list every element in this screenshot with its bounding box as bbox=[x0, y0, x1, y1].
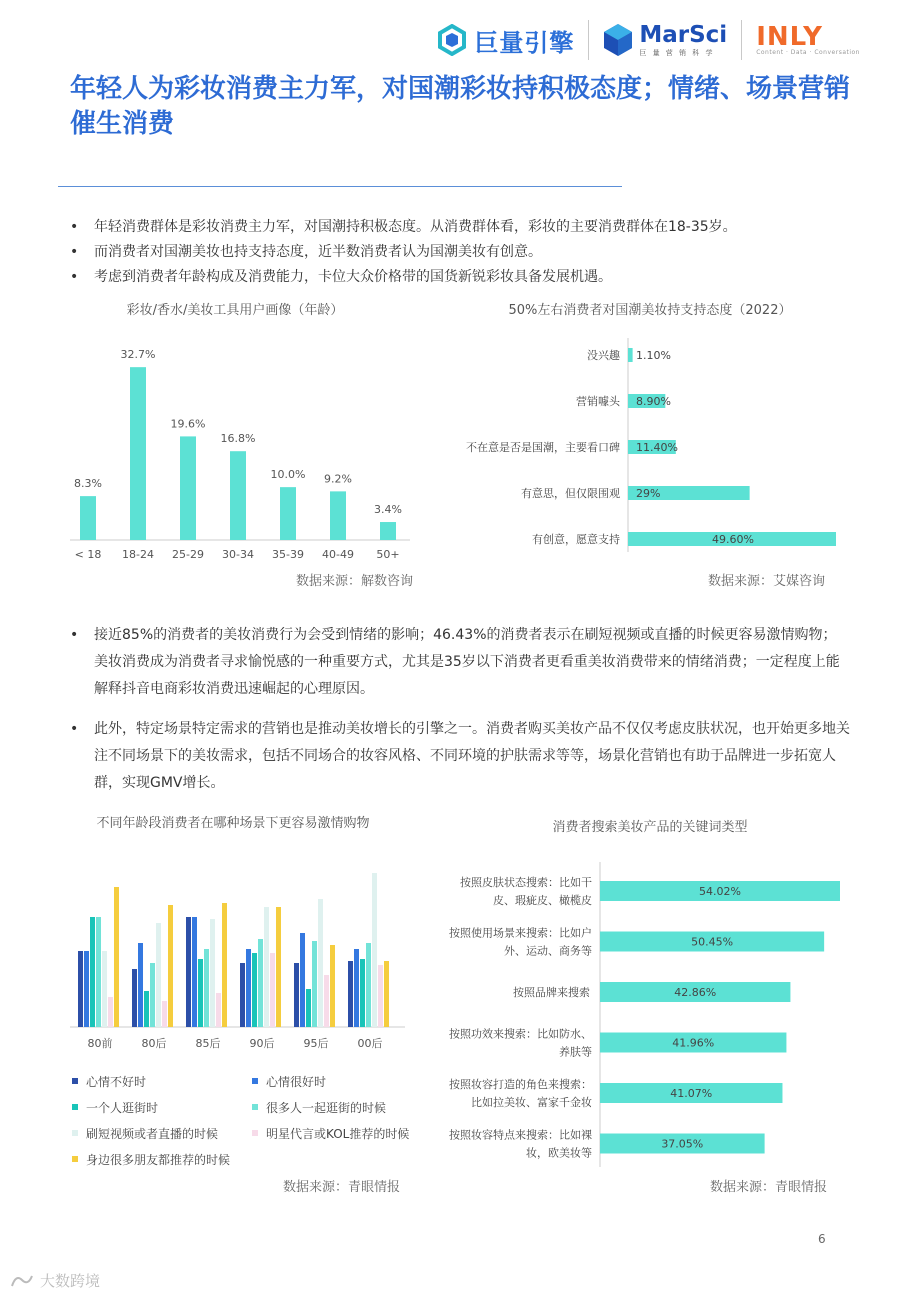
data-label: 41.96% bbox=[672, 1036, 715, 1050]
x-tick-label: 90后 bbox=[249, 1037, 275, 1050]
bar bbox=[300, 933, 305, 1027]
title-divider bbox=[58, 186, 622, 187]
data-label: 49.60% bbox=[712, 533, 754, 546]
data-label: 8.90% bbox=[636, 395, 671, 408]
bar bbox=[276, 907, 281, 1027]
x-tick-label: 80前 bbox=[87, 1037, 113, 1050]
bar bbox=[198, 959, 203, 1027]
y-tick-label: 按照皮肤状态搜索：比如干皮、瑕疵皮、橄榄皮 bbox=[460, 876, 592, 907]
bar bbox=[180, 436, 196, 540]
legend-swatch bbox=[72, 1156, 78, 1162]
legend-row bbox=[72, 1068, 432, 1094]
bullet-item: • 年轻消费群体是彩妆消费主力军，对国潮持积极态度。从消费群体看，彩妆的主要消费群体在18-35岁。 bbox=[70, 216, 850, 238]
bullet-item: • 考虑到消费者年龄构成及消费能力，卡位大众价格带的国货新锐彩妆具备发展机遇。 bbox=[70, 266, 850, 288]
bar bbox=[330, 491, 346, 540]
legend-swatch bbox=[72, 1078, 78, 1084]
bar bbox=[372, 873, 377, 1027]
bar bbox=[294, 963, 299, 1027]
x-tick-label: 40-49 bbox=[322, 548, 354, 561]
bar bbox=[138, 943, 143, 1027]
juliang-logo bbox=[436, 23, 574, 58]
legend-item bbox=[252, 1125, 409, 1142]
data-label: 42.86% bbox=[674, 986, 717, 999]
legend-item bbox=[72, 1151, 252, 1168]
legend-row bbox=[72, 1120, 432, 1146]
y-tick-label: 按照品牌来搜索 bbox=[513, 986, 590, 999]
juliang-logo-icon bbox=[436, 24, 468, 56]
legend-label: 明星代言或KOL推荐的时候 bbox=[266, 1126, 410, 1141]
bar bbox=[192, 917, 197, 1027]
bar bbox=[230, 451, 246, 540]
bullet-item: • 接近85%的消费者的美妆消费行为会受到情绪的影响；46.43%的消费者表示在刷短视频或直播的时候更容易激情购物；美妆消费成为消费者寻求愉悦感的一种重要方式，尤其是35岁以下消费者更看重美妆消费带来的情绪消费；一定程度上能解释抖音电商彩妆消费迅速崛起的心理原因。 bbox=[70, 622, 850, 703]
age-chart-title: 彩妆/香水/美妆工具用户画像（年龄） bbox=[126, 303, 344, 318]
watermark bbox=[10, 1270, 100, 1291]
y-tick-label: 没兴趣 bbox=[587, 349, 620, 362]
juliang-logo-text: 巨量引擎 bbox=[474, 28, 575, 57]
scenario-chart-source: 数据来源：青眼情报 bbox=[283, 1180, 401, 1195]
data-label: 54.02% bbox=[699, 885, 741, 898]
attitude-chart-title: 50%左右消费者对国潮美妆持支持态度（2022） bbox=[508, 303, 792, 318]
page-number: 6 bbox=[818, 1232, 826, 1246]
bar bbox=[84, 951, 89, 1027]
bullet-item: • 而消费者对国潮美妆也持支持态度，近半数消费者认为国潮美妆有创意。 bbox=[70, 241, 850, 263]
bar bbox=[96, 917, 101, 1027]
page-title: 年轻人为彩妆消费主力军，对国潮彩妆持积极态度；情绪、场景营销催生消费 bbox=[70, 74, 851, 139]
y-tick-label: 有创意，愿意支持 bbox=[532, 533, 620, 546]
bar bbox=[280, 487, 296, 540]
y-tick-label: 不在意是否是国潮，主要看口碑 bbox=[466, 441, 620, 454]
bar bbox=[330, 945, 335, 1027]
legend-item bbox=[72, 1073, 252, 1090]
attitude-chart-source: 数据来源：艾媒咨询 bbox=[708, 574, 826, 589]
x-tick-label: 50+ bbox=[376, 548, 400, 561]
legend-label: 心情很好时 bbox=[266, 1074, 327, 1089]
bullet-list-bottom bbox=[70, 716, 850, 797]
y-tick-label: 按照功效来搜索：比如防水、养肤等 bbox=[449, 1027, 592, 1059]
bar bbox=[132, 969, 137, 1027]
bar bbox=[222, 903, 227, 1027]
x-tick-label: 30-34 bbox=[222, 548, 254, 561]
data-label: 1.10% bbox=[636, 349, 671, 362]
y-tick-label: 按照使用场景来搜索：比如户外、运动、商务等 bbox=[449, 926, 592, 958]
bar bbox=[150, 963, 155, 1027]
legend-label: 很多人一起逛街的时候 bbox=[266, 1100, 387, 1115]
data-label: 41.07% bbox=[670, 1087, 713, 1100]
inly-logo bbox=[756, 24, 860, 56]
x-tick-label: 35-39 bbox=[272, 548, 304, 561]
legend-swatch bbox=[252, 1078, 258, 1084]
scenario-chart-legend bbox=[72, 1068, 432, 1172]
y-tick-label: 按照妆容特点来搜索：比如裸妆，欧美妆等 bbox=[449, 1128, 592, 1160]
bar bbox=[324, 975, 329, 1027]
legend-item bbox=[252, 1099, 386, 1116]
bar bbox=[204, 949, 209, 1027]
bar bbox=[354, 949, 359, 1027]
y-tick-label: 有意思，但仅限围观 bbox=[521, 487, 620, 500]
bar bbox=[240, 963, 245, 1027]
bar bbox=[80, 496, 96, 540]
logo-divider bbox=[741, 20, 742, 60]
age-bar-chart bbox=[60, 325, 420, 575]
bar bbox=[306, 989, 311, 1027]
bar bbox=[156, 923, 161, 1027]
x-tick-label: 80后 bbox=[141, 1037, 167, 1050]
legend-label: 刷短视频或者直播的时候 bbox=[86, 1126, 219, 1141]
x-tick-label: 00后 bbox=[357, 1037, 383, 1050]
logo-divider bbox=[588, 20, 589, 60]
bar bbox=[258, 939, 263, 1027]
scenario-chart-title: 不同年龄段消费者在哪种场景下更容易激情购物 bbox=[96, 816, 370, 831]
data-label: 50.45% bbox=[691, 935, 734, 949]
attitude-bar-chart bbox=[440, 330, 840, 560]
legend-swatch bbox=[252, 1104, 258, 1110]
bar bbox=[252, 953, 257, 1027]
bar bbox=[78, 951, 83, 1027]
bar bbox=[318, 899, 323, 1027]
legend-label: 身边很多朋友都推荐的时候 bbox=[86, 1152, 231, 1167]
bar bbox=[162, 1001, 167, 1027]
legend-item bbox=[252, 1073, 326, 1090]
data-label: 8.3% bbox=[74, 477, 102, 491]
legend-label: 心情不好时 bbox=[86, 1074, 147, 1089]
data-label: 29% bbox=[636, 487, 661, 500]
bar bbox=[216, 993, 221, 1027]
marsci-logo-icon bbox=[603, 23, 633, 57]
bar bbox=[90, 917, 95, 1027]
marsci-logo-subtext: 巨 量 营 销 科 学 bbox=[639, 49, 715, 57]
bar bbox=[380, 522, 396, 540]
bullet-list-middle bbox=[70, 622, 850, 703]
bar bbox=[168, 905, 173, 1027]
bar bbox=[312, 941, 317, 1027]
data-label: 10.0% bbox=[270, 468, 306, 482]
keyword-chart-source: 数据来源：青眼情报 bbox=[710, 1180, 828, 1195]
data-label: 9.2% bbox=[324, 472, 352, 486]
scenario-grouped-bar-chart bbox=[70, 862, 430, 1062]
bar bbox=[144, 991, 149, 1027]
age-chart-source: 数据来源：解数咨询 bbox=[296, 574, 414, 589]
legend-row bbox=[72, 1146, 432, 1172]
bar bbox=[366, 943, 371, 1027]
bar bbox=[264, 907, 269, 1027]
bullet-item: • 此外，特定场景特定需求的营销也是推动美妆增长的引擎之一。消费者购买美妆产品不仅仅考虑皮肤状况，也开始更多地关注不同场景下的美妆需求，包括不同场合的妆容风格、不同环境的护肤需求等等，场景化营销也有助于品牌进一步拓宽人群，实现GMV增长。 bbox=[70, 716, 850, 797]
legend-swatch bbox=[72, 1130, 78, 1136]
bar bbox=[628, 348, 633, 362]
header-logos bbox=[436, 18, 860, 62]
legend-item bbox=[72, 1125, 252, 1142]
x-tick-label: 25-29 bbox=[172, 548, 204, 561]
x-tick-label: 18-24 bbox=[122, 548, 154, 561]
legend-item bbox=[72, 1099, 252, 1116]
x-tick-label: < 18 bbox=[74, 548, 102, 561]
bar bbox=[102, 951, 107, 1027]
data-label: 37.05% bbox=[661, 1137, 704, 1151]
bar bbox=[270, 953, 275, 1027]
y-tick-label: 按照妆容打造的角色来搜索：比如拉美妆、富家千金妆 bbox=[449, 1078, 592, 1109]
data-label: 11.40% bbox=[636, 441, 678, 454]
bar bbox=[130, 367, 146, 540]
legend-swatch bbox=[72, 1104, 78, 1110]
data-label: 19.6% bbox=[170, 417, 206, 431]
bar bbox=[108, 997, 113, 1027]
x-tick-label: 95后 bbox=[303, 1037, 329, 1050]
marsci-logo-text: MarSci bbox=[639, 22, 728, 48]
legend-swatch bbox=[252, 1130, 258, 1136]
bar bbox=[186, 917, 191, 1027]
bar bbox=[360, 959, 365, 1027]
bar bbox=[378, 965, 383, 1027]
watermark-logo-icon bbox=[10, 1272, 34, 1290]
data-label: 32.7% bbox=[120, 348, 156, 362]
marsci-logo bbox=[603, 22, 727, 58]
legend-row bbox=[72, 1094, 432, 1120]
bar bbox=[114, 887, 119, 1027]
bar bbox=[210, 919, 215, 1027]
watermark-text: 大数跨境 bbox=[40, 1272, 101, 1290]
y-tick-label: 营销噱头 bbox=[576, 395, 620, 408]
legend-label: 一个人逛街时 bbox=[86, 1100, 159, 1115]
bullet-list-top bbox=[70, 216, 850, 291]
keyword-bar-chart bbox=[420, 862, 850, 1172]
bar bbox=[246, 949, 251, 1027]
bar bbox=[348, 961, 353, 1027]
keyword-chart-title: 消费者搜索美妆产品的关键词类型 bbox=[552, 820, 748, 835]
x-tick-label: 85后 bbox=[195, 1037, 221, 1050]
data-label: 3.4% bbox=[374, 503, 402, 517]
bar bbox=[384, 961, 389, 1027]
inly-logo-subtext: Content · Data · Conversation bbox=[756, 49, 860, 56]
inly-logo-text: INLY bbox=[756, 22, 823, 52]
data-label: 16.8% bbox=[220, 432, 256, 446]
